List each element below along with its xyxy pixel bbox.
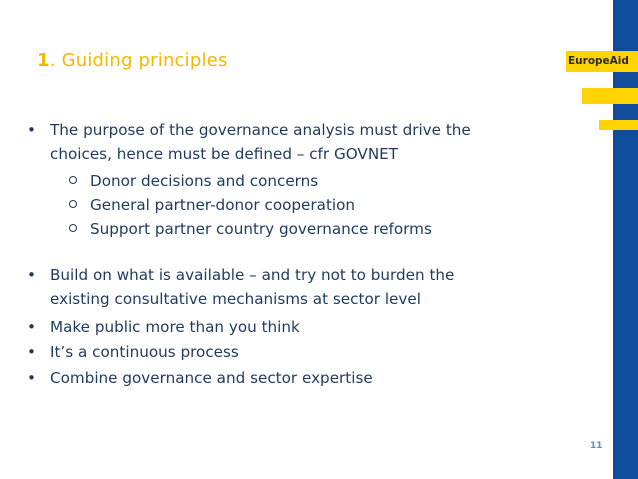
bullet-text-line: Build on what is available – and try not to burden the [50,266,455,284]
bullet-text-line: choices, hence must be defined – cfr GOVNET [50,145,399,163]
bullet-symbol: • [27,318,36,336]
sub-bullet-item [69,193,355,217]
bullet-item [27,118,471,166]
bullet-item [27,263,454,311]
bullet-text-line: Make public more than you think [50,318,300,336]
circle-bullet-icon [69,224,77,232]
bullet-text-line: It’s a continuous process [50,343,239,361]
bullet-symbol: • [27,343,36,361]
bullet-text-line: The purpose of the governance analysis must drive the [50,121,471,139]
europeaid-logo: EuropeAid [566,51,638,72]
circle-bullet-icon [69,176,77,184]
sub-bullet-text: Donor decisions and concerns [90,172,319,190]
brand-accent-bar-small [599,120,638,130]
page-number: 11 [590,441,603,451]
bullet-text-line: existing consultative mechanisms at sector level [50,290,421,308]
bullet-item [27,366,373,390]
bullet-item [27,315,300,339]
sub-bullet-item [69,169,318,193]
bullet-symbol: • [27,369,36,387]
brand-accent-bar [582,88,638,104]
sub-bullet-item [69,217,432,241]
bullet-symbol: • [27,266,36,284]
slide-title [37,50,228,71]
title-text: . Guiding principles [49,50,228,71]
circle-bullet-icon [69,200,77,208]
bullet-text-line: Combine governance and sector expertise [50,369,373,387]
bullet-symbol: • [27,121,36,139]
bullet-item [27,340,239,364]
sub-bullet-text: General partner-donor cooperation [90,196,356,214]
sub-bullet-text: Support partner country governance reforms [90,220,432,238]
title-number: 1 [37,50,50,71]
